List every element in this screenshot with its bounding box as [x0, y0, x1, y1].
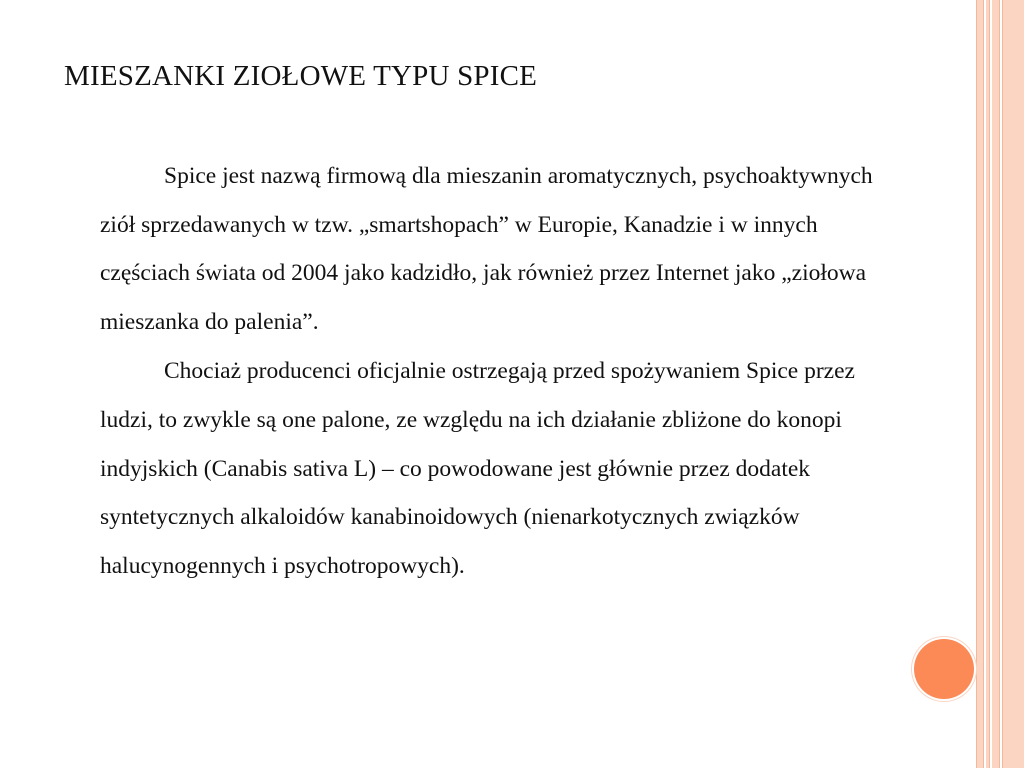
decorative-stripe: [992, 0, 999, 768]
paragraph-2: Chociaż producenci oficjalnie ostrzegają przed spożywaniem Spice przez ludzi, to zwykle są one palone, ze względu na ich działanie zbliżone do konopi indyjskich (Canabis sativa L) – co powodowane jest głównie przez dodatek syntetycznych alkaloidów kanabinoidowych (nienarkotycznych związków halucynogennych i psychotropowych).: [100, 358, 855, 579]
decorative-stripe: [1003, 0, 1024, 768]
slide-body: [100, 152, 875, 590]
decorative-stripe-line: [983, 0, 984, 768]
decorative-stripe-line: [999, 0, 1000, 768]
decorative-circle: [914, 639, 974, 699]
slide-title: MIESZANKI ZIOŁOWE TYPU SPICE: [64, 60, 538, 92]
decorative-stripe-line: [989, 0, 990, 768]
paragraph-1: Spice jest nazwą firmową dla mieszanin aromatycznych, psychoaktywnych ziół sprzedawanych w tzw. „smartshopach” w Europie, Kanadzie i w innych częściach świata od 2004 jako kadzidło, jak również przez Internet jako „ziołowa mieszanka do palenia”.: [100, 163, 873, 335]
